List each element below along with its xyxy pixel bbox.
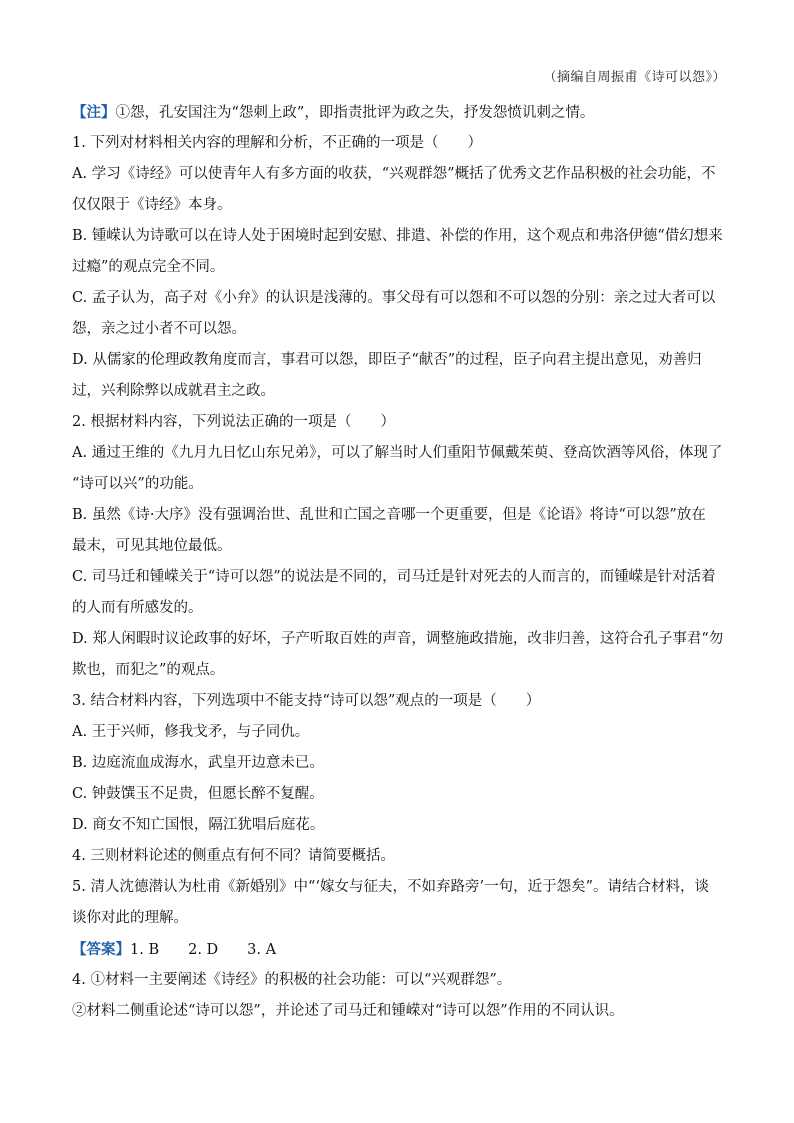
q2-option-b-line2: 最末，可见其地位最低。 [72,538,232,554]
note-label: 【注】 [72,104,116,121]
answer-line [72,934,724,965]
q2-option-a-line1: A. 通过王维的《九月九日忆山东兄弟》，可以了解当时人们重阳节佩戴茱萸、登高饮酒等风俗，体现了 [72,445,723,461]
q5-stem-line1: 5. 清人沈德潜认为杜甫《新婚别》中“‘嫁女与征夫，不如弃路旁’一句，近于怨矣”。请结合材料，谈 [72,879,709,895]
q1-option-a-line1: A. 学习《诗经》可以使青年人有多方面的收获，“兴观群怨”概括了优秀文艺作品积极的社会功能，不 [72,166,716,182]
q2-option-a-line2: “诗可以兴”的功能。 [72,476,203,492]
q2-option-d-line2: 欺也，而犯之”的观点。 [72,662,225,678]
q1-option-d-line2: 过，兴利除弊以成就君主之政。 [72,383,275,399]
q3-stem: 3. 结合材料内容，下列选项中不能支持“诗可以怨”观点的一项是（ ） [72,693,541,709]
q3-option-a: A. 王于兴师，修我戈矛，与子同仇。 [72,724,310,740]
note-line [72,97,724,128]
q1-option-b-line1: B. 锺嵘认为诗歌可以在诗人处于困境时起到安慰、排遣、补偿的作用，这个观点和弗洛伊德“借幻想来 [72,228,723,244]
q1-option-c-line2: 怨，亲之过小者不可以怨。 [72,321,246,337]
answer-choices: 1. B 2. D 3. A [130,942,277,958]
q2-option-c-line2: 的人而有所感发的。 [72,600,203,616]
q3-option-d: D. 商女不知亡国恨，隔江犹唱后庭花。 [72,817,325,833]
source-citation: （摘编自周振甫《诗可以怨》） [543,70,726,85]
q1-option-c-line1: C. 孟子认为，高子对《小弁》的认识是浅薄的。事父母有可以怨和不可以怨的分别：亲之过大者可以 [72,290,716,306]
note-text: ①怨，孔安国注为“怨刺上政”，即指责批评为政之失，抒发怨愤讥刺之情。 [115,105,595,121]
q2-stem: 2. 根据材料内容，下列说法正确的一项是（ ） [72,414,395,430]
content-body [72,97,724,1027]
q4-stem: 4. 三则材料论述的侧重点有何不同？请简要概括。 [72,848,395,864]
q1-option-b-line2: 过瘾”的观点完全不同。 [72,259,225,275]
q5-stem-line2: 谈你对此的理解。 [72,910,188,926]
answer-4-line2: ②材料二侧重论述“诗可以怨”，并论述了司马迁和锺嵘对“诗可以怨”作用的不同认识。 [72,1003,624,1019]
q2-option-b-line1: B. 虽然《诗·大序》没有强调治世、乱世和亡国之音哪一个更重要，但是《论语》将诗“可以怨”放在 [72,507,706,523]
q1-option-a-line2: 仅仅限于《诗经》本身。 [72,197,232,213]
q3-option-b: B. 边庭流血成海水，武皇开边意未已。 [72,755,324,771]
q2-option-c-line1: C. 司马迁和锺嵘关于“诗可以怨”的说法是不同的，司马迁是针对死去的人而言的，而锺嵘是针对活着 [72,569,716,585]
q1-option-d-line1: D. 从儒家的伦理政教角度而言，事君可以怨，即臣子“献否”的过程，臣子向君主提出意见，劝善归 [72,352,702,368]
answer-4-line1: 4. ①材料一主要阐述《诗经》的积极的社会功能：可以“兴观群怨”。 [72,972,512,988]
q1-stem: 1. 下列对材料相关内容的理解和分析，不正确的一项是（ ） [72,135,482,151]
answer-label: 【答案】 [72,941,130,958]
q2-option-d-line1: D. 郑人闲暇时议论政事的好坏，子产听取百姓的声音，调整施政措施，改非归善，这符合孔子事君“勿 [72,631,724,647]
q3-option-c: C. 钟鼓馔玉不足贵，但愿长醉不复醒。 [72,786,324,802]
